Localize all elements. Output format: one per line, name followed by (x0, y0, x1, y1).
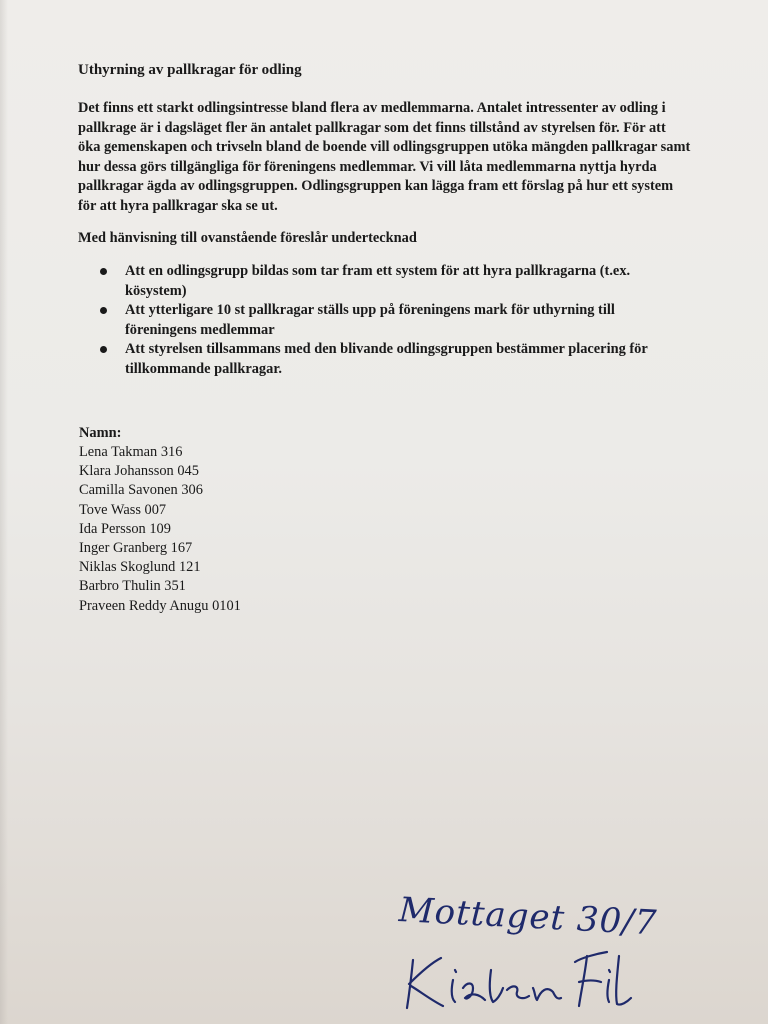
page-edge-shadow (0, 0, 8, 1024)
received-note: Mottaget 30/7 (397, 890, 659, 944)
signatory-name: Niklas Skoglund 121 (79, 559, 201, 576)
proposal-line: föreningens medlemmar (125, 321, 275, 338)
signatory-name: Praveen Reddy Anugu 0101 (79, 597, 241, 614)
signatory-name: Klara Johansson 045 (79, 463, 199, 480)
paragraph-line: hur dessa görs tillgängliga för föreningens medlemmar. Vi vill låta medlemmarna nyttja hyrda (78, 158, 657, 175)
paragraph-line: öka gemenskapen och trivseln bland de boende vill odlingsgruppen utöka mängden pallkragar samt (78, 139, 691, 156)
proposal-line: Att ytterligare 10 st pallkragar ställs upp på föreningens mark för uthyrning till (125, 302, 615, 319)
paragraph-line: för att hyra pallkragar ska se ut. (78, 197, 278, 214)
paragraph-line: Det finns ett starkt odlingsintresse bland flera av medlemmarna. Antalet intressenter av odling i (78, 100, 666, 116)
signatory-list (79, 443, 241, 616)
proposal-item (100, 340, 720, 379)
document-title: Uthyrning av pallkragar för odling (78, 62, 302, 78)
bullet-icon (100, 307, 107, 314)
body-paragraph (78, 99, 718, 217)
signatory-name: Barbro Thulin 351 (79, 578, 186, 595)
signatory-name: Inger Granberg 167 (79, 540, 193, 557)
proposal-line: kösystem) (125, 282, 187, 299)
signatory-name: Ida Persson 109 (79, 520, 171, 537)
paragraph-line: pallkrage är i dagsläget fler än antalet pallkragar som det finns tillstånd av styrelsen för. För att (78, 119, 666, 136)
proposal-item (100, 301, 720, 340)
names-label: Namn: (79, 425, 122, 441)
bullet-icon (100, 268, 107, 275)
bullet-icon (100, 346, 107, 353)
signatory-name: Lena Takman 316 (79, 444, 183, 460)
proposal-item (100, 262, 720, 301)
signatory-name: Tove Wass 007 (79, 501, 167, 518)
proposal-line: Att styrelsen tillsammans med den blivande odlingsgruppen bestämmer placering för (125, 341, 648, 358)
paragraph-line: pallkragar ägda av odlingsgruppen. Odlingsgruppen kan lägga fram ett förslag på hur ett system (78, 178, 674, 195)
proposal-list (100, 262, 720, 380)
signatory-name: Camilla Savonen 306 (79, 482, 203, 499)
proposal-line: tillkommande pallkragar. (125, 360, 282, 377)
proposal-intro: Med hänvisning till ovanstående föreslår undertecknad (78, 230, 417, 246)
handwritten-signature (395, 940, 655, 1020)
proposal-line: Att en odlingsgrupp bildas som tar fram ett system för att hyra pallkragarna (t.ex. (125, 263, 631, 279)
